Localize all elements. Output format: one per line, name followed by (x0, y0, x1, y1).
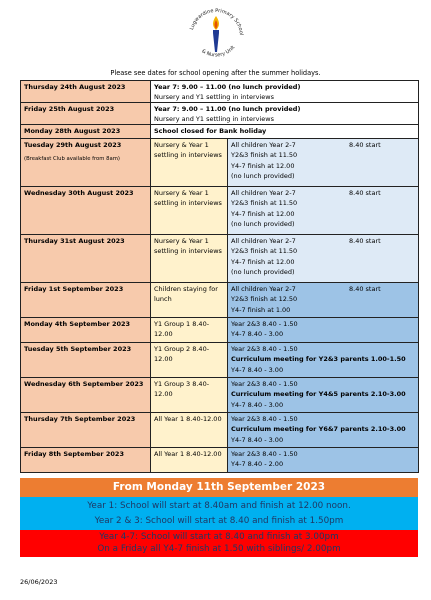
info-cell (151, 125, 419, 138)
info-cell (151, 103, 419, 124)
curriculum-meeting-line: Curriculum meeting for Y6&7 parents 2.10-3.00 (231, 425, 406, 434)
years-cell (228, 318, 419, 342)
table-row (21, 343, 419, 378)
table-row (21, 318, 419, 343)
nursery-cell: Nursery & Year 1 settling in interviews (151, 187, 228, 234)
time-line: Y4-7 8.40 - 3.00 (231, 330, 284, 339)
curriculum-meeting-line: Curriculum meeting for Y2&3 parents 1.00-1.50 (231, 355, 406, 364)
start-line: All children Year 2-7 8.40 start (231, 189, 381, 197)
info-line: Year 7: 9.00 – 11.00 (no lunch provided) (154, 83, 301, 91)
time-line: Year 2&3 8.40 - 1.50 (231, 345, 298, 353)
table-row (21, 187, 419, 235)
table-row (21, 81, 419, 103)
finish-line: Y2&3 finish at 11.50 (231, 151, 298, 160)
time-line: Y4-7 8.40 - 3.00 (231, 435, 284, 444)
finish-line: Y4-7 finish at 12.00 (231, 257, 295, 266)
banner-line: Year 4-7: School will start at 8.40 and finish at 3.00pm (99, 532, 339, 542)
years-cell (228, 413, 419, 447)
nursery-cell: Nursery & Year 1 settling in interviews (151, 235, 228, 282)
nursery-cell: Y1 Group 2 8.40-12.00 (151, 343, 228, 377)
document-date: 26/06/2023 (20, 578, 58, 586)
start-line: All children Year 2-7 8.40 start (231, 141, 381, 149)
time-line: Year 2&3 8.40 - 1.50 (231, 380, 298, 388)
intro-text: Please see dates for school opening after the summer holidays. (110, 69, 321, 77)
nursery-cell: All Year 1 8.40-12.00 (151, 413, 228, 447)
date-cell: Friday 8th September 2023 (21, 448, 151, 472)
time-line: Y4-7 8.40 - 3.00 (231, 400, 284, 409)
finish-line: (no lunch provided) (231, 171, 295, 180)
years-cell (228, 343, 419, 377)
from-monday-heading: From Monday 11th September 2023 (20, 478, 418, 497)
date-label: Tuesday 29th August 2023 (24, 141, 122, 149)
finish-line: Y4-7 finish at 1.00 (231, 305, 291, 314)
date-cell (21, 139, 151, 186)
time-line: Year 2&3 8.40 - 1.50 (231, 320, 298, 328)
time-line: Year 2&3 8.40 - 1.50 (231, 415, 298, 423)
breakfast-club-note: (Breakfast Club available from 8am) (24, 156, 120, 163)
finish-line: Y4-7 finish at 12.00 (231, 209, 295, 218)
date-cell: Wednesday 30th August 2023 (21, 187, 151, 234)
finish-line: Y4-7 finish at 12.00 (231, 161, 295, 170)
table-row (21, 448, 419, 473)
years-cell (228, 448, 419, 472)
years-cell (228, 283, 419, 317)
finish-line: Y2&3 finish at 11.50 (231, 199, 298, 208)
info-line: Nursery and Y1 settling in interviews (154, 93, 274, 102)
info-cell (151, 81, 419, 102)
finish-line: Y2&3 finish at 12.50 (231, 295, 298, 304)
nursery-cell: Y1 Group 3 8.40-12.00 (151, 378, 228, 412)
info-line: School closed for Bank holiday (154, 127, 267, 135)
banner-line: On a Friday all Y4-7 finish at 1.50 with siblings/ 2.00pm (97, 544, 341, 554)
years-cell (228, 235, 419, 282)
years-cell (228, 139, 419, 186)
date-cell: Friday 25th August 2023 (21, 103, 151, 124)
table-row (21, 283, 419, 318)
date-cell: Monday 4th September 2023 (21, 318, 151, 342)
banner-line: Year 1: School will start at 8.40am and finish at 12.00 noon. (87, 501, 351, 511)
table-row (21, 103, 419, 125)
school-logo (182, 2, 250, 66)
finish-line: (no lunch provided) (231, 219, 295, 228)
dates-table (20, 80, 419, 473)
info-line: Year 7: 9.00 – 11.00 (no lunch provided) (154, 105, 301, 113)
date-cell: Friday 1st September 2023 (21, 283, 151, 317)
time-line: Y4-7 8.40 - 3.00 (231, 365, 284, 374)
date-cell: Thursday 7th September 2023 (21, 413, 151, 447)
svg-text:& Nursery Unit: & Nursery Unit (200, 44, 237, 59)
nursery-cell: Children staying for lunch (151, 283, 228, 317)
years-cell (228, 378, 419, 412)
date-cell: Thursday 31st August 2023 (21, 235, 151, 282)
date-cell: Wednesday 6th September 2023 (21, 378, 151, 412)
nursery-cell: Y1 Group 1 8.40-12.00 (151, 318, 228, 342)
table-row (21, 413, 419, 448)
table-row (21, 378, 419, 413)
nursery-cell: All Year 1 8.40-12.00 (151, 448, 228, 472)
finish-line: Y2&3 finish at 11.50 (231, 247, 298, 256)
finish-line: (no lunch provided) (231, 267, 295, 276)
curriculum-meeting-line: Curriculum meeting for Y4&5 parents 2.10-3.00 (231, 390, 406, 399)
nursery-cell: Nursery & Year 1 settling in interviews (151, 139, 228, 186)
date-cell: Monday 28th August 2023 (21, 125, 151, 138)
time-line: Y4-7 8.40 - 2.00 (231, 460, 284, 469)
info-line: Nursery and Y1 settling in interviews (154, 115, 274, 124)
banner-line: Year 2 & 3: School will start at 8.40 and finish at 1.50pm (94, 516, 344, 526)
table-row (21, 125, 419, 139)
date-cell: Tuesday 5th September 2023 (21, 343, 151, 377)
table-row (21, 139, 419, 187)
years-cell (228, 187, 419, 234)
table-row (21, 235, 419, 283)
time-line: Year 2&3 8.40 - 1.50 (231, 450, 298, 458)
start-line: All children Year 2-7 8.40 start (231, 285, 381, 293)
svg-text:Lugwardine Primary School: Lugwardine Primary School (188, 7, 244, 36)
start-line: All children Year 2-7 8.40 start (231, 237, 381, 245)
year1-3-times-banner (20, 497, 418, 530)
year4-7-times-banner (20, 530, 418, 557)
date-cell: Thursday 24th August 2023 (21, 81, 151, 102)
